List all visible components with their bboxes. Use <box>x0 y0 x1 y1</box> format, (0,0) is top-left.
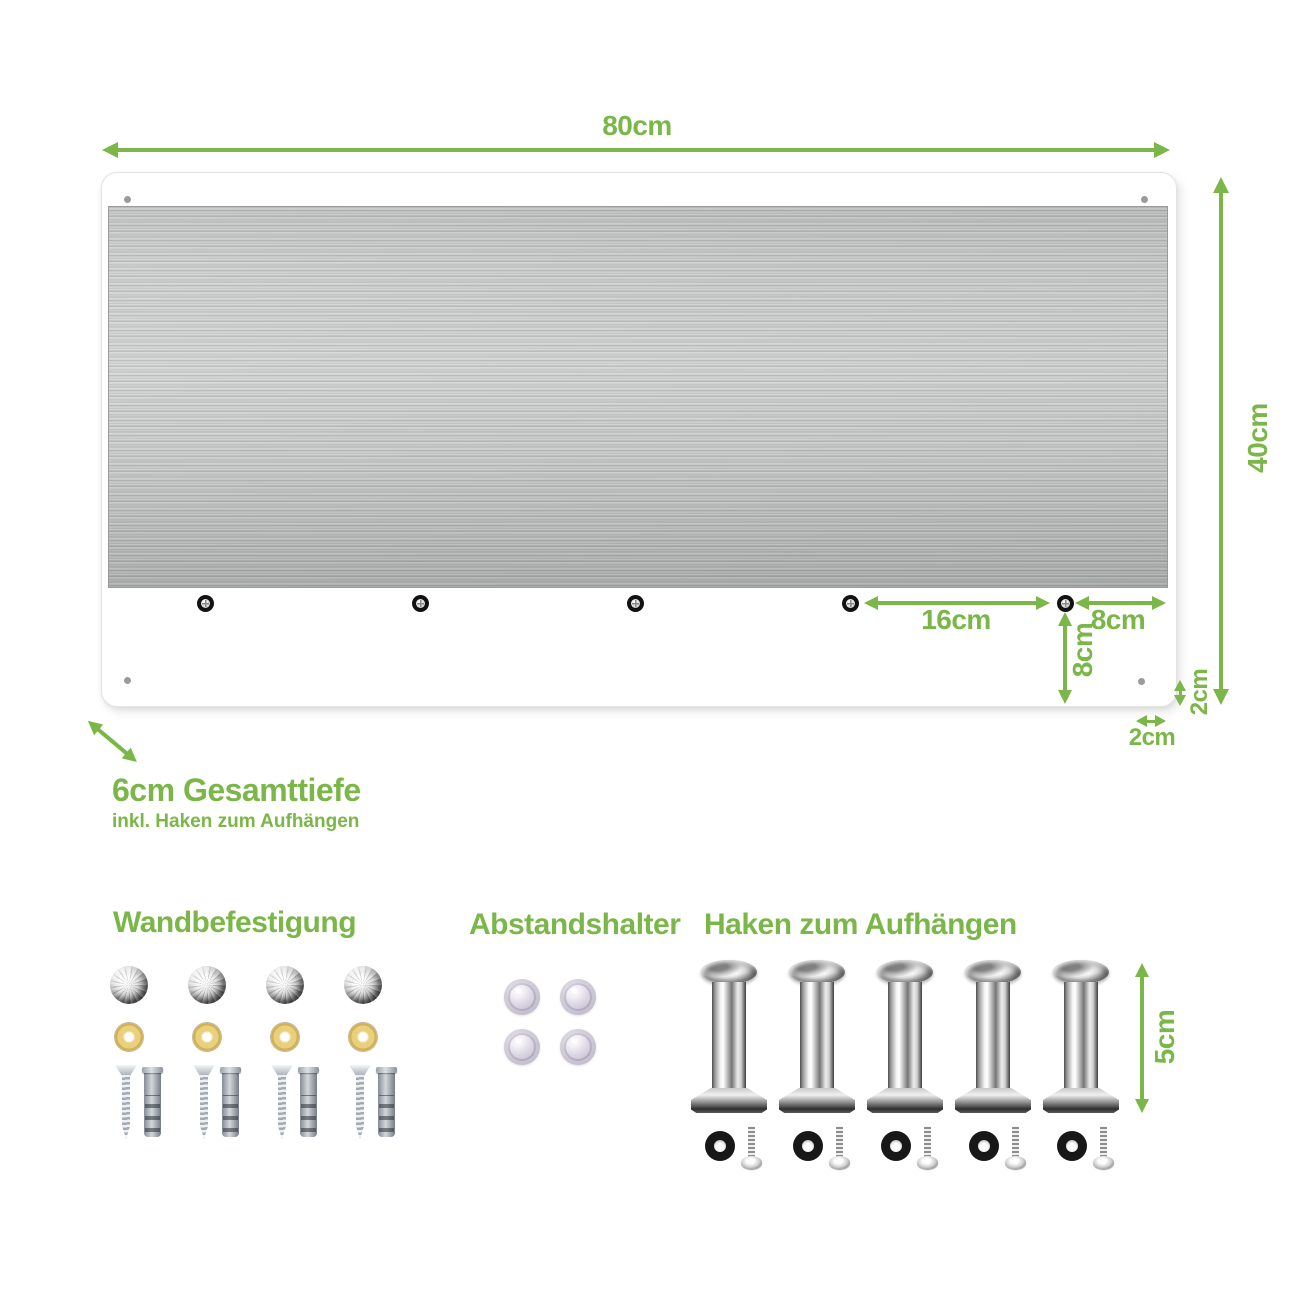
screw-to-edge-label: 8cm <box>1090 604 1146 635</box>
hook-screw-shaft <box>1100 1126 1107 1159</box>
brushed-steel-surface <box>108 206 1168 588</box>
hook-mount-screw <box>627 595 644 612</box>
brass-washer <box>193 1023 221 1051</box>
hook-screw-shaft <box>836 1126 843 1159</box>
hook-base <box>867 1088 943 1113</box>
brass-washer <box>271 1023 299 1051</box>
hook-base <box>779 1088 855 1113</box>
hook-mount-screw <box>197 595 214 612</box>
height-dimension-label: 40cm <box>1242 403 1273 473</box>
depth-note-subtitle: inkl. Haken zum Aufhängen <box>112 811 360 832</box>
chrome-cover-cap <box>344 966 382 1004</box>
black-washer <box>1057 1131 1087 1161</box>
hook-row <box>691 956 1119 1114</box>
width-dimension-arrow <box>102 142 1170 158</box>
hook-screw-head <box>917 1156 938 1169</box>
wall-mounting-set <box>251 955 329 1155</box>
chrome-hook <box>1043 956 1119 1114</box>
depth-note-title: 6cm Gesamttiefe <box>112 772 361 808</box>
section-title-wall-mounting: Wandbefestigung <box>113 906 357 939</box>
wall-plug-dowel <box>300 1067 317 1137</box>
hook-mount-screw <box>1057 595 1074 612</box>
depth-diagonal-arrow <box>83 715 142 768</box>
spacer-disc-grid <box>504 979 598 1065</box>
height-dimension-arrow <box>1213 177 1229 705</box>
wall-screw-shaft <box>278 1075 286 1139</box>
hook-cap <box>701 960 757 984</box>
hook-hardware-set <box>955 1126 1031 1172</box>
corner-inset-vertical-arrow <box>1174 680 1186 706</box>
hook-stem <box>888 982 922 1092</box>
corner-hole <box>124 677 131 684</box>
hook-stem <box>1064 982 1098 1092</box>
hook-height-arrow <box>1134 963 1150 1113</box>
wall-mounting-set <box>173 955 251 1155</box>
hook-hardware-set <box>1043 1126 1119 1172</box>
wall-plug-dowel <box>222 1067 239 1137</box>
wall-plug-dowel <box>378 1067 395 1137</box>
hook-screw-head <box>741 1156 762 1169</box>
hook-hardware-set <box>691 1126 767 1172</box>
spacer-disc <box>560 979 596 1015</box>
hook-cap <box>877 960 933 984</box>
chrome-cover-cap <box>110 966 148 1004</box>
wall-mounting-hardware-row <box>95 955 407 1155</box>
black-washer <box>705 1131 735 1161</box>
corner-hole <box>1141 196 1148 203</box>
hook-base <box>691 1088 767 1113</box>
chrome-hook <box>955 956 1031 1114</box>
hook-hardware-set <box>779 1126 855 1172</box>
black-washer <box>793 1131 823 1161</box>
hook-screw-shaft <box>924 1126 931 1159</box>
memo-board-panel <box>101 172 1177 707</box>
spacer-disc <box>560 1029 596 1065</box>
wall-mounting-set <box>329 955 407 1155</box>
hook-cap <box>789 960 845 984</box>
hook-screw-head <box>1093 1156 1114 1169</box>
chrome-cover-cap <box>188 966 226 1004</box>
hook-screw-head <box>1005 1156 1026 1169</box>
hook-stem <box>800 982 834 1092</box>
corner-inset-vertical-label: 2cm <box>1186 668 1213 716</box>
wall-screw-head <box>349 1065 371 1076</box>
hook-mount-screw <box>842 595 859 612</box>
hook-screw-head <box>829 1156 850 1169</box>
hook-hardware-row <box>691 1126 1119 1172</box>
wall-mounting-set <box>95 955 173 1155</box>
hook-screw-shaft <box>1012 1126 1019 1159</box>
chrome-hook <box>691 956 767 1114</box>
screw-spacing-label: 16cm <box>921 604 991 635</box>
brass-washer <box>115 1023 143 1051</box>
hook-height-label: 5cm <box>1149 1009 1180 1065</box>
screw-to-bottom-label: 8cm <box>1067 622 1098 678</box>
hook-base <box>1043 1088 1119 1113</box>
wall-plug-dowel <box>144 1067 161 1137</box>
section-title-hooks: Haken zum Aufhängen <box>704 908 1017 941</box>
black-washer <box>969 1131 999 1161</box>
wall-screw-head <box>115 1065 137 1076</box>
hook-hardware-set <box>867 1126 943 1172</box>
wall-screw-head <box>193 1065 215 1076</box>
section-title-spacers: Abstandshalter <box>469 908 681 941</box>
corner-hole <box>1138 678 1145 685</box>
wall-screw-shaft <box>356 1075 364 1139</box>
black-washer <box>881 1131 911 1161</box>
hook-cap <box>965 960 1021 984</box>
wall-screw-head <box>271 1065 293 1076</box>
hook-stem <box>712 982 746 1092</box>
brass-washer <box>349 1023 377 1051</box>
width-dimension-label: 80cm <box>602 110 672 141</box>
wall-screw-shaft <box>200 1075 208 1139</box>
hook-stem <box>976 982 1010 1092</box>
hook-screw-shaft <box>748 1126 755 1159</box>
hook-base <box>955 1088 1031 1113</box>
corner-inset-horizontal-label: 2cm <box>1128 724 1176 751</box>
chrome-hook <box>867 956 943 1114</box>
chrome-hook <box>779 956 855 1114</box>
hook-mount-screw <box>412 595 429 612</box>
wall-screw-shaft <box>122 1075 130 1139</box>
spacer-disc <box>504 1029 540 1065</box>
corner-hole <box>124 196 131 203</box>
chrome-cover-cap <box>266 966 304 1004</box>
spacer-disc <box>504 979 540 1015</box>
hook-cap <box>1053 960 1109 984</box>
